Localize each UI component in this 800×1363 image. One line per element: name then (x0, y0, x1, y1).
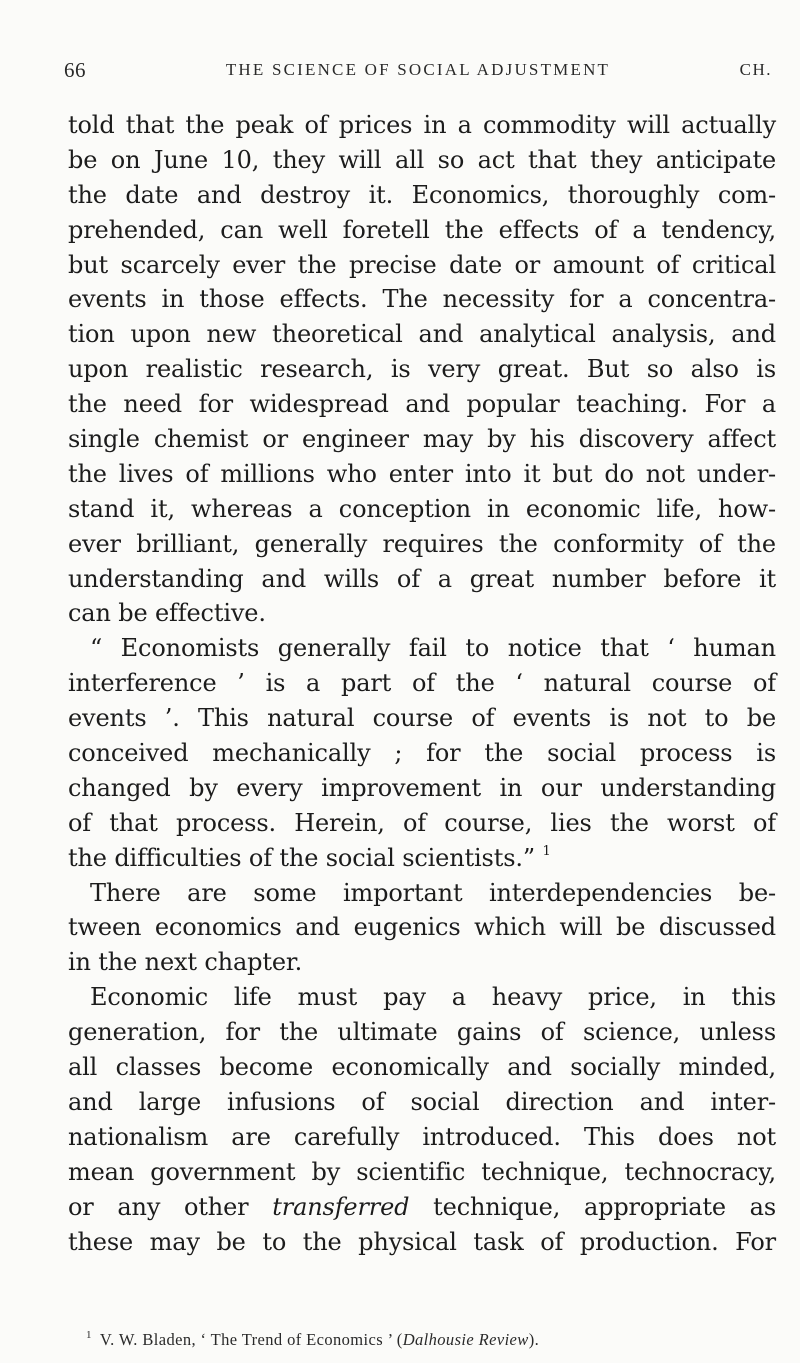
text-line: interference ’ is a part of the ‘ natural course of (68, 669, 776, 698)
text-line: the difficulties of the social scientists.” (68, 843, 535, 872)
footnote (86, 1330, 776, 1350)
text-line: mean government by scientific technique, technocracy, (68, 1157, 776, 1186)
chapter-abbrev: CH. (739, 60, 772, 79)
text-line: prehended, can well foretell the effects of a tendency, (68, 215, 776, 244)
footnote-italic: Dalhousie Review (402, 1330, 529, 1349)
text-line: “ Economists generally fail to notice that ‘ human (90, 634, 776, 663)
text-line: nationalism are carefully introduced. This does not (68, 1122, 776, 1151)
text-line: the lives of millions who enter into it but do not under- (68, 459, 776, 488)
text-line: single chemist or engineer may by his discovery affect (68, 425, 776, 454)
text-line: in the next chapter. (68, 948, 303, 977)
text-line: There are some important interdependencies be- (90, 878, 776, 907)
text-line-rest: technique, appropriate as (409, 1192, 776, 1221)
text-line-with-italic (68, 1190, 776, 1225)
text-line: of that process. Herein, of course, lies the worst of (68, 808, 776, 837)
text-line: tween economics and eugenics which will be discussed (68, 913, 776, 942)
text-line: all classes become economically and socially minded, (68, 1053, 776, 1082)
text-line-with-footnote-ref (68, 841, 776, 876)
text-line: stand it, whereas a conception in economic life, how- (68, 494, 776, 523)
text-line: changed by every improvement in our understanding (68, 773, 776, 802)
text-line: understanding and wills of a great number before it (68, 564, 776, 593)
text-line: ever brilliant, generally requires the conformity of the (68, 529, 776, 558)
text-line: but scarcely ever the precise date or amount of critical (68, 250, 776, 279)
text-line: events in those effects. The necessity for a concentra- (68, 285, 776, 314)
footnote-text-after: ). (528, 1330, 540, 1349)
footnote-ref: 1 (542, 843, 551, 859)
italic-word: transferred (272, 1192, 410, 1221)
text-line: can be effective. (68, 599, 266, 628)
body-text (68, 108, 776, 1259)
text-line: tion upon new theoretical and analytical analysis, and (68, 320, 776, 349)
page-number: 66 (64, 58, 86, 82)
text-line: be on June 10, they will all so act that they anticipate (68, 145, 776, 174)
text-line: told that the peak of prices in a commodity will actually (68, 111, 776, 139)
text-line: the need for widespread and popular teaching. For a (68, 390, 776, 419)
text-line: or any other (68, 1192, 249, 1221)
text-line: conceived mechanically ; for the social process is (68, 739, 776, 768)
running-title: THE SCIENCE OF SOCIAL ADJUSTMENT (225, 60, 611, 79)
footnote-text-before: V. W. Bladen, ‘ The Trend of Economics ’ ( (99, 1330, 403, 1349)
running-header (64, 58, 772, 88)
text-line: and large infusions of social direction and inter- (68, 1087, 776, 1116)
text-line: these may be to the physical task of production. For (68, 1227, 776, 1256)
text-line: events ’. This natural course of events is not to be (68, 704, 776, 733)
text-line: upon realistic research, is very great. But so also is (68, 355, 776, 384)
footnote-marker: 1 (86, 1328, 92, 1341)
text-line: generation, for the ultimate gains of science, unless (68, 1018, 776, 1047)
text-line: Economic life must pay a heavy price, in this (90, 983, 776, 1012)
text-line: the date and destroy it. Economics, thoroughly com- (68, 180, 776, 209)
